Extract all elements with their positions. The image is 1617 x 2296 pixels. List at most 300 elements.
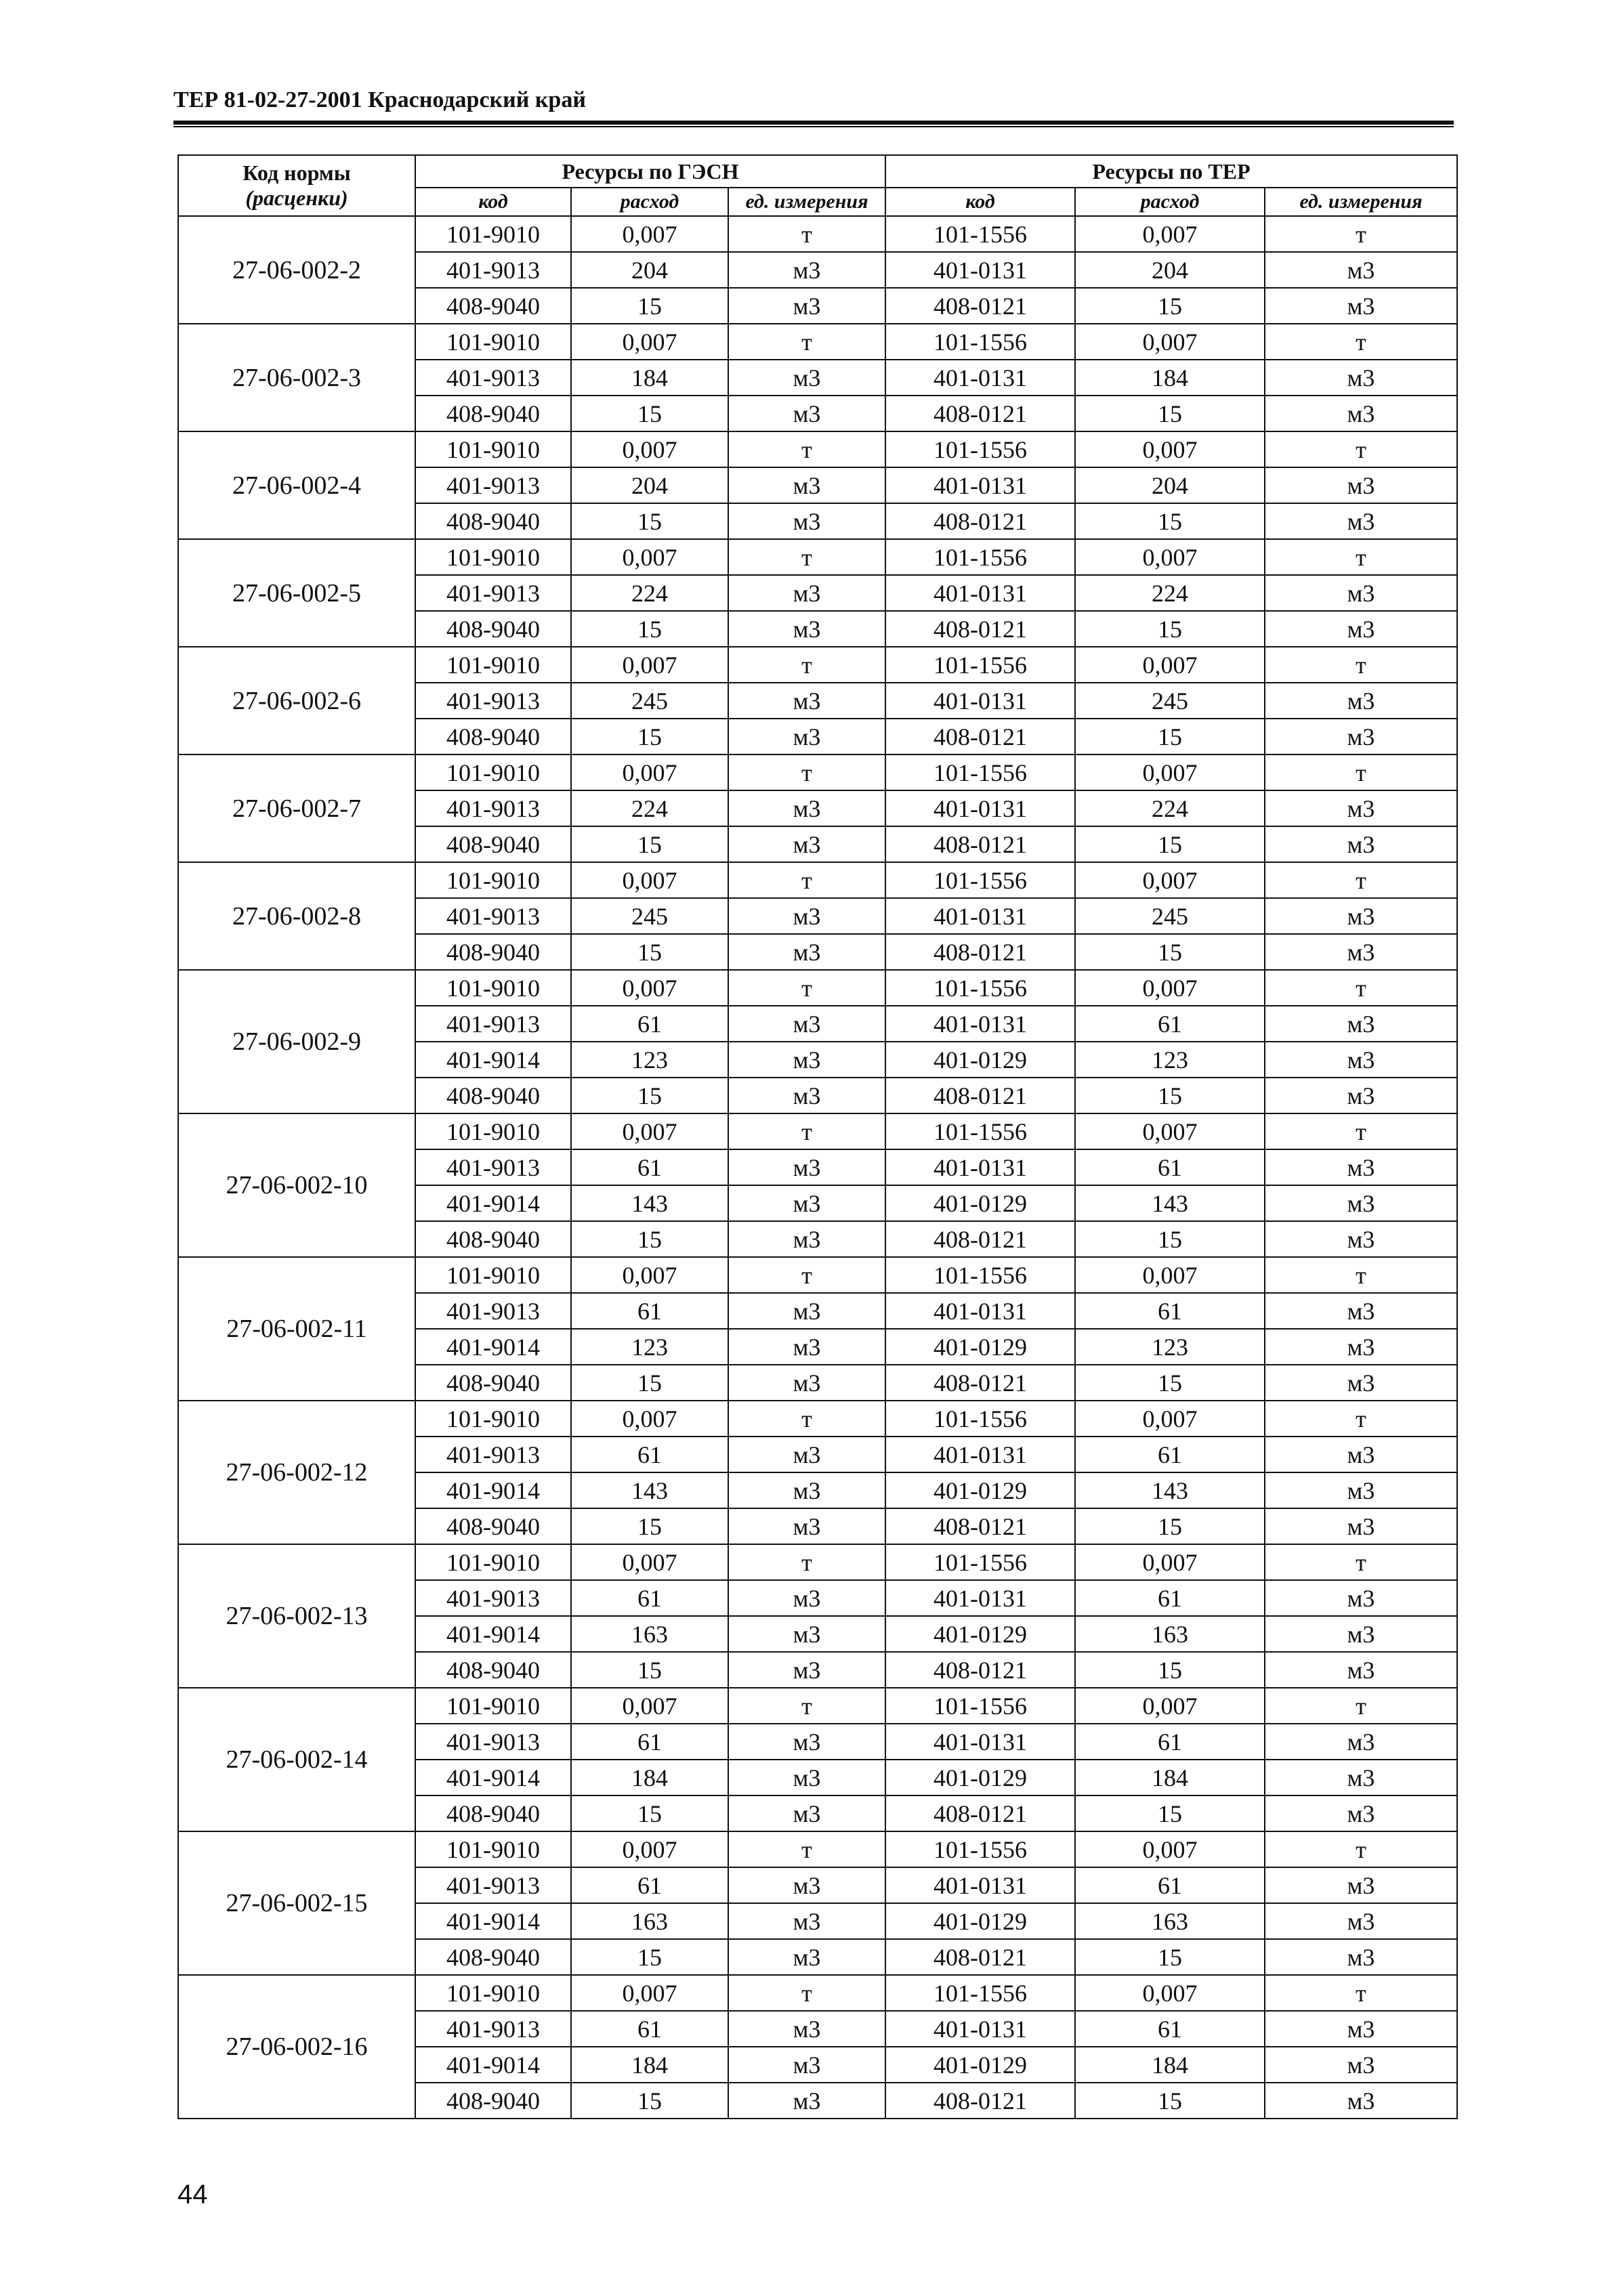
table-row	[178, 647, 1457, 683]
gesn-unit-cell: т	[728, 970, 885, 1006]
gesn-code-cell: 101-9010	[415, 431, 571, 467]
gesn-consumption-cell: 204	[571, 467, 728, 503]
ter-code-cell: 408-0121	[885, 1221, 1075, 1257]
ter-unit-cell: т	[1265, 431, 1457, 467]
ter-consumption-cell: 224	[1075, 575, 1265, 611]
gesn-code-cell: 401-9014	[415, 1042, 571, 1078]
gesn-unit-cell: м3	[728, 1580, 885, 1616]
norm-code-header-line1: Код нормы	[243, 161, 351, 185]
gesn-unit-cell: м3	[728, 1652, 885, 1688]
ter-code-cell: 401-0131	[885, 1580, 1075, 1616]
gesn-consumption-cell: 15	[571, 826, 728, 862]
gesn-unit-cell: т	[728, 324, 885, 360]
gesn-consumption-cell: 0,007	[571, 970, 728, 1006]
gesn-code-cell: 401-9014	[415, 1616, 571, 1652]
ter-unit-cell: т	[1265, 862, 1457, 898]
gesn-consumption-cell: 61	[571, 1580, 728, 1616]
gesn-consumption-cell: 163	[571, 1903, 728, 1939]
gesn-code-cell: 408-9040	[415, 2083, 571, 2119]
ter-unit-cell: т	[1265, 1831, 1457, 1867]
ter-code-cell: 401-0129	[885, 1472, 1075, 1508]
gesn-code-cell: 101-9010	[415, 1688, 571, 1724]
gesn-code-cell: 401-9013	[415, 898, 571, 934]
ter-unit-cell: м3	[1265, 683, 1457, 719]
gesn-unit-cell: м3	[728, 467, 885, 503]
ter-unit-cell: м3	[1265, 1365, 1457, 1401]
gesn-unit-cell: т	[728, 1975, 885, 2011]
ter-unit-cell: м3	[1265, 575, 1457, 611]
gesn-consumption-cell: 0,007	[571, 1113, 728, 1149]
norm-code-cell: 27-06-002-11	[178, 1257, 415, 1401]
ter-code-cell: 101-1556	[885, 1544, 1075, 1580]
ter-consumption-cell: 143	[1075, 1185, 1265, 1221]
gesn-code-cell: 408-9040	[415, 1795, 571, 1831]
gesn-unit-cell: м3	[728, 826, 885, 862]
ter-code-cell: 408-0121	[885, 611, 1075, 647]
gesn-code-cell: 401-9014	[415, 1472, 571, 1508]
gesn-unit-cell: т	[728, 1257, 885, 1293]
ter-consumption-header: расход	[1075, 188, 1265, 216]
ter-unit-cell: м3	[1265, 252, 1457, 288]
ter-consumption-cell: 0,007	[1075, 324, 1265, 360]
gesn-code-cell: 401-9013	[415, 1867, 571, 1903]
ter-unit-cell: м3	[1265, 1329, 1457, 1365]
ter-unit-cell: м3	[1265, 1903, 1457, 1939]
ter-unit-cell: м3	[1265, 360, 1457, 396]
gesn-unit-cell: м3	[728, 1472, 885, 1508]
gesn-consumption-cell: 0,007	[571, 1257, 728, 1293]
ter-unit-cell: м3	[1265, 719, 1457, 754]
ter-unit-cell: м3	[1265, 1508, 1457, 1544]
ter-code-cell: 101-1556	[885, 1401, 1075, 1437]
ter-code-cell: 101-1556	[885, 324, 1075, 360]
ter-consumption-cell: 0,007	[1075, 1975, 1265, 2011]
table-row	[178, 1401, 1457, 1437]
norm-code-cell: 27-06-002-7	[178, 754, 415, 862]
ter-unit-cell: м3	[1265, 1437, 1457, 1472]
ter-unit-header: ед. измерения	[1265, 188, 1457, 216]
ter-consumption-cell: 224	[1075, 790, 1265, 826]
ter-code-cell: 401-0129	[885, 1616, 1075, 1652]
ter-code-cell: 401-0131	[885, 1437, 1075, 1472]
resources-table	[177, 154, 1458, 2119]
ter-consumption-cell: 61	[1075, 1006, 1265, 1042]
gesn-code-cell: 408-9040	[415, 1652, 571, 1688]
gesn-code-cell: 401-9013	[415, 1437, 571, 1472]
gesn-consumption-cell: 61	[571, 1149, 728, 1185]
ter-consumption-cell: 0,007	[1075, 1401, 1265, 1437]
gesn-unit-cell: м3	[728, 2083, 885, 2119]
norm-code-cell: 27-06-002-8	[178, 862, 415, 970]
document-title: ТЕР 81-02-27-2001 Краснодарский край	[173, 87, 586, 112]
gesn-code-cell: 401-9013	[415, 1580, 571, 1616]
ter-code-cell: 408-0121	[885, 2083, 1075, 2119]
gesn-code-cell: 401-9014	[415, 2047, 571, 2083]
ter-code-cell: 101-1556	[885, 1257, 1075, 1293]
ter-unit-cell: м3	[1265, 790, 1457, 826]
gesn-unit-cell: м3	[728, 1508, 885, 1544]
ter-code-cell: 401-0131	[885, 1293, 1075, 1329]
gesn-consumption-cell: 0,007	[571, 216, 728, 252]
ter-consumption-cell: 61	[1075, 1867, 1265, 1903]
gesn-code-cell: 408-9040	[415, 934, 571, 970]
gesn-unit-cell: т	[728, 539, 885, 575]
ter-consumption-cell: 15	[1075, 288, 1265, 324]
ter-unit-cell: м3	[1265, 1078, 1457, 1113]
gesn-code-header: код	[415, 188, 571, 216]
gesn-unit-cell: м3	[728, 2011, 885, 2047]
ter-consumption-cell: 15	[1075, 2083, 1265, 2119]
ter-unit-cell: м3	[1265, 1580, 1457, 1616]
ter-unit-cell: м3	[1265, 1472, 1457, 1508]
ter-consumption-cell: 0,007	[1075, 216, 1265, 252]
ter-unit-cell: м3	[1265, 611, 1457, 647]
gesn-code-cell: 401-9013	[415, 360, 571, 396]
gesn-unit-cell: м3	[728, 360, 885, 396]
gesn-unit-cell: м3	[728, 1795, 885, 1831]
ter-consumption-cell: 123	[1075, 1042, 1265, 1078]
gesn-unit-cell: т	[728, 216, 885, 252]
gesn-consumption-cell: 61	[571, 1006, 728, 1042]
table-row	[178, 1975, 1457, 2011]
ter-consumption-cell: 15	[1075, 1365, 1265, 1401]
ter-unit-cell: м3	[1265, 1724, 1457, 1760]
gesn-unit-cell: м3	[728, 1437, 885, 1472]
gesn-code-cell: 408-9040	[415, 1939, 571, 1975]
gesn-consumption-cell: 15	[571, 2083, 728, 2119]
ter-code-cell: 408-0121	[885, 719, 1075, 754]
ter-consumption-cell: 184	[1075, 360, 1265, 396]
gesn-consumption-cell: 204	[571, 252, 728, 288]
ter-consumption-cell: 0,007	[1075, 1544, 1265, 1580]
gesn-consumption-cell: 61	[571, 1867, 728, 1903]
ter-code-cell: 101-1556	[885, 1688, 1075, 1724]
ter-consumption-cell: 15	[1075, 396, 1265, 431]
gesn-code-cell: 101-9010	[415, 970, 571, 1006]
table-row	[178, 1831, 1457, 1867]
gesn-consumption-cell: 184	[571, 2047, 728, 2083]
ter-code-cell: 101-1556	[885, 647, 1075, 683]
ter-unit-cell: м3	[1265, 1616, 1457, 1652]
ter-unit-cell: т	[1265, 1401, 1457, 1437]
ter-unit-cell: т	[1265, 647, 1457, 683]
gesn-consumption-cell: 143	[571, 1472, 728, 1508]
gesn-unit-cell: м3	[728, 1903, 885, 1939]
ter-code-cell: 401-0131	[885, 1006, 1075, 1042]
gesn-consumption-cell: 143	[571, 1185, 728, 1221]
ter-consumption-cell: 0,007	[1075, 1257, 1265, 1293]
norm-code-cell: 27-06-002-15	[178, 1831, 415, 1975]
ter-code-cell: 401-0131	[885, 252, 1075, 288]
gesn-code-cell: 408-9040	[415, 503, 571, 539]
gesn-consumption-cell: 184	[571, 1760, 728, 1795]
gesn-unit-cell: м3	[728, 575, 885, 611]
gesn-consumption-cell: 245	[571, 683, 728, 719]
gesn-unit-cell: м3	[728, 396, 885, 431]
ter-unit-cell: м3	[1265, 1939, 1457, 1975]
gesn-unit-cell: м3	[728, 611, 885, 647]
gesn-unit-cell: м3	[728, 1042, 885, 1078]
ter-code-cell: 401-0129	[885, 1042, 1075, 1078]
gesn-consumption-cell: 15	[571, 396, 728, 431]
gesn-code-cell: 401-9013	[415, 1293, 571, 1329]
ter-code-cell: 401-0129	[885, 1760, 1075, 1795]
ter-consumption-cell: 61	[1075, 1724, 1265, 1760]
ter-code-cell: 408-0121	[885, 1078, 1075, 1113]
ter-consumption-cell: 61	[1075, 1580, 1265, 1616]
gesn-code-cell: 101-9010	[415, 1257, 571, 1293]
norm-code-cell: 27-06-002-5	[178, 539, 415, 647]
norm-code-header-line2: (расценки)	[245, 186, 348, 210]
ter-code-cell: 401-0131	[885, 1149, 1075, 1185]
gesn-consumption-cell: 0,007	[571, 647, 728, 683]
gesn-consumption-cell: 15	[571, 1939, 728, 1975]
gesn-code-cell: 401-9013	[415, 683, 571, 719]
ter-group-header: Ресурсы по ТЕР	[885, 155, 1457, 188]
gesn-consumption-cell: 61	[571, 1293, 728, 1329]
gesn-code-cell: 401-9014	[415, 1185, 571, 1221]
gesn-unit-header: ед. измерения	[728, 188, 885, 216]
ter-consumption-cell: 0,007	[1075, 970, 1265, 1006]
ter-code-cell: 408-0121	[885, 503, 1075, 539]
gesn-unit-cell: м3	[728, 1867, 885, 1903]
gesn-code-cell: 101-9010	[415, 1113, 571, 1149]
gesn-consumption-cell: 163	[571, 1616, 728, 1652]
table-row	[178, 1113, 1457, 1149]
gesn-consumption-cell: 61	[571, 1724, 728, 1760]
table-row	[178, 539, 1457, 575]
gesn-code-cell: 401-9013	[415, 1006, 571, 1042]
ter-code-cell: 101-1556	[885, 539, 1075, 575]
gesn-consumption-cell: 15	[571, 611, 728, 647]
ter-code-cell: 401-0131	[885, 683, 1075, 719]
ter-consumption-cell: 0,007	[1075, 1688, 1265, 1724]
gesn-unit-cell: м3	[728, 1939, 885, 1975]
table-row	[178, 216, 1457, 252]
table-body	[178, 216, 1457, 2119]
gesn-consumption-cell: 61	[571, 2011, 728, 2047]
gesn-unit-cell: м3	[728, 683, 885, 719]
gesn-code-cell: 408-9040	[415, 1365, 571, 1401]
ter-code-cell: 101-1556	[885, 754, 1075, 790]
gesn-unit-cell: м3	[728, 503, 885, 539]
ter-unit-cell: м3	[1265, 1006, 1457, 1042]
norm-code-cell: 27-06-002-2	[178, 216, 415, 324]
ter-consumption-cell: 0,007	[1075, 1831, 1265, 1867]
ter-consumption-cell: 15	[1075, 1652, 1265, 1688]
ter-consumption-cell: 15	[1075, 1508, 1265, 1544]
ter-consumption-cell: 0,007	[1075, 647, 1265, 683]
gesn-code-cell: 408-9040	[415, 1221, 571, 1257]
gesn-consumption-cell: 15	[571, 1652, 728, 1688]
gesn-consumption-cell: 61	[571, 1437, 728, 1472]
table-row	[178, 431, 1457, 467]
ter-unit-cell: м3	[1265, 467, 1457, 503]
ter-code-cell: 401-0129	[885, 1903, 1075, 1939]
ter-consumption-cell: 15	[1075, 934, 1265, 970]
ter-consumption-cell: 184	[1075, 1760, 1265, 1795]
ter-unit-cell: т	[1265, 970, 1457, 1006]
gesn-unit-cell: т	[728, 862, 885, 898]
gesn-code-cell: 101-9010	[415, 216, 571, 252]
gesn-unit-cell: т	[728, 1544, 885, 1580]
page-header	[173, 87, 1454, 122]
gesn-unit-cell: м3	[728, 1365, 885, 1401]
gesn-code-cell: 401-9013	[415, 1724, 571, 1760]
ter-code-cell: 401-0131	[885, 575, 1075, 611]
ter-code-cell: 408-0121	[885, 826, 1075, 862]
ter-code-cell: 401-0131	[885, 1867, 1075, 1903]
ter-unit-cell: т	[1265, 216, 1457, 252]
gesn-code-cell: 408-9040	[415, 1508, 571, 1544]
norm-code-cell: 27-06-002-6	[178, 647, 415, 754]
ter-code-cell: 401-0129	[885, 2047, 1075, 2083]
gesn-consumption-cell: 224	[571, 575, 728, 611]
ter-unit-cell: т	[1265, 1113, 1457, 1149]
gesn-unit-cell: м3	[728, 288, 885, 324]
ter-unit-cell: т	[1265, 754, 1457, 790]
ter-consumption-cell: 15	[1075, 1078, 1265, 1113]
gesn-code-cell: 101-9010	[415, 539, 571, 575]
ter-unit-cell: м3	[1265, 1185, 1457, 1221]
gesn-consumption-cell: 0,007	[571, 1688, 728, 1724]
table-row	[178, 324, 1457, 360]
gesn-unit-cell: т	[728, 1831, 885, 1867]
ter-code-cell: 101-1556	[885, 216, 1075, 252]
ter-consumption-cell: 15	[1075, 1221, 1265, 1257]
norm-code-cell: 27-06-002-4	[178, 431, 415, 539]
gesn-code-cell: 101-9010	[415, 754, 571, 790]
gesn-code-cell: 101-9010	[415, 1975, 571, 2011]
ter-unit-cell: м3	[1265, 1652, 1457, 1688]
norm-code-header	[178, 155, 415, 216]
gesn-code-cell: 408-9040	[415, 719, 571, 754]
ter-consumption-cell: 123	[1075, 1329, 1265, 1365]
gesn-unit-cell: м3	[728, 719, 885, 754]
ter-unit-cell: м3	[1265, 1149, 1457, 1185]
gesn-unit-cell: м3	[728, 1329, 885, 1365]
table-row	[178, 1688, 1457, 1724]
ter-consumption-cell: 163	[1075, 1616, 1265, 1652]
table-row	[178, 970, 1457, 1006]
ter-unit-cell: м3	[1265, 1042, 1457, 1078]
ter-code-cell: 408-0121	[885, 1939, 1075, 1975]
gesn-code-cell: 101-9010	[415, 1401, 571, 1437]
ter-unit-cell: м3	[1265, 396, 1457, 431]
gesn-code-cell: 408-9040	[415, 826, 571, 862]
ter-unit-cell: т	[1265, 1257, 1457, 1293]
gesn-unit-cell: т	[728, 431, 885, 467]
ter-consumption-cell: 204	[1075, 467, 1265, 503]
gesn-unit-cell: т	[728, 754, 885, 790]
gesn-consumption-cell: 15	[571, 1221, 728, 1257]
ter-unit-cell: м3	[1265, 288, 1457, 324]
gesn-consumption-cell: 15	[571, 1508, 728, 1544]
gesn-unit-cell: т	[728, 1401, 885, 1437]
ter-code-cell: 401-0131	[885, 898, 1075, 934]
ter-unit-cell: м3	[1265, 2083, 1457, 2119]
gesn-unit-cell: м3	[728, 934, 885, 970]
ter-unit-cell: м3	[1265, 1293, 1457, 1329]
ter-unit-cell: т	[1265, 1544, 1457, 1580]
ter-code-cell: 101-1556	[885, 1113, 1075, 1149]
gesn-code-cell: 401-9014	[415, 1329, 571, 1365]
ter-consumption-cell: 15	[1075, 1939, 1265, 1975]
ter-code-cell: 408-0121	[885, 934, 1075, 970]
gesn-unit-cell: м3	[728, 1760, 885, 1795]
ter-code-cell: 101-1556	[885, 1975, 1075, 2011]
gesn-code-cell: 401-9014	[415, 1760, 571, 1795]
norm-code-cell: 27-06-002-14	[178, 1688, 415, 1831]
table-row	[178, 1257, 1457, 1293]
ter-unit-cell: м3	[1265, 1867, 1457, 1903]
ter-consumption-cell: 15	[1075, 1795, 1265, 1831]
norm-code-cell: 27-06-002-9	[178, 970, 415, 1113]
ter-code-cell: 408-0121	[885, 396, 1075, 431]
ter-unit-cell: м3	[1265, 2047, 1457, 2083]
gesn-unit-cell: м3	[728, 1293, 885, 1329]
ter-unit-cell: т	[1265, 539, 1457, 575]
table-row	[178, 1544, 1457, 1580]
gesn-unit-cell: м3	[728, 252, 885, 288]
gesn-unit-cell: м3	[728, 1185, 885, 1221]
gesn-code-cell: 401-9013	[415, 252, 571, 288]
gesn-code-cell: 101-9010	[415, 647, 571, 683]
ter-consumption-cell: 245	[1075, 683, 1265, 719]
ter-code-cell: 401-0131	[885, 467, 1075, 503]
gesn-consumption-cell: 15	[571, 503, 728, 539]
ter-consumption-cell: 0,007	[1075, 862, 1265, 898]
gesn-code-cell: 401-9013	[415, 2011, 571, 2047]
ter-unit-cell: м3	[1265, 503, 1457, 539]
ter-consumption-cell: 0,007	[1075, 1113, 1265, 1149]
norm-code-cell: 27-06-002-3	[178, 324, 415, 431]
ter-consumption-cell: 61	[1075, 1437, 1265, 1472]
gesn-code-cell: 101-9010	[415, 1544, 571, 1580]
ter-code-header: код	[885, 188, 1075, 216]
table-row	[178, 862, 1457, 898]
gesn-consumption-cell: 15	[571, 1795, 728, 1831]
gesn-code-cell: 101-9010	[415, 862, 571, 898]
ter-unit-cell: м3	[1265, 1760, 1457, 1795]
gesn-consumption-cell: 15	[571, 934, 728, 970]
ter-unit-cell: т	[1265, 1688, 1457, 1724]
ter-unit-cell: т	[1265, 324, 1457, 360]
ter-code-cell: 101-1556	[885, 1831, 1075, 1867]
gesn-unit-cell: т	[728, 647, 885, 683]
gesn-unit-cell: м3	[728, 1724, 885, 1760]
gesn-code-cell: 401-9013	[415, 467, 571, 503]
gesn-consumption-cell: 123	[571, 1042, 728, 1078]
header-rule	[173, 121, 1454, 127]
ter-code-cell: 408-0121	[885, 288, 1075, 324]
gesn-code-cell: 408-9040	[415, 288, 571, 324]
gesn-unit-cell: т	[728, 1113, 885, 1149]
gesn-unit-cell: м3	[728, 790, 885, 826]
ter-consumption-cell: 0,007	[1075, 431, 1265, 467]
ter-consumption-cell: 15	[1075, 611, 1265, 647]
gesn-consumption-cell: 0,007	[571, 1544, 728, 1580]
gesn-code-cell: 401-9013	[415, 1149, 571, 1185]
norm-code-cell: 27-06-002-10	[178, 1113, 415, 1257]
ter-code-cell: 408-0121	[885, 1508, 1075, 1544]
gesn-code-cell: 408-9040	[415, 1078, 571, 1113]
ter-code-cell: 101-1556	[885, 970, 1075, 1006]
gesn-group-header: Ресурсы по ГЭСН	[415, 155, 885, 188]
gesn-consumption-cell: 0,007	[571, 431, 728, 467]
ter-code-cell: 401-0131	[885, 360, 1075, 396]
gesn-consumption-header: расход	[571, 188, 728, 216]
